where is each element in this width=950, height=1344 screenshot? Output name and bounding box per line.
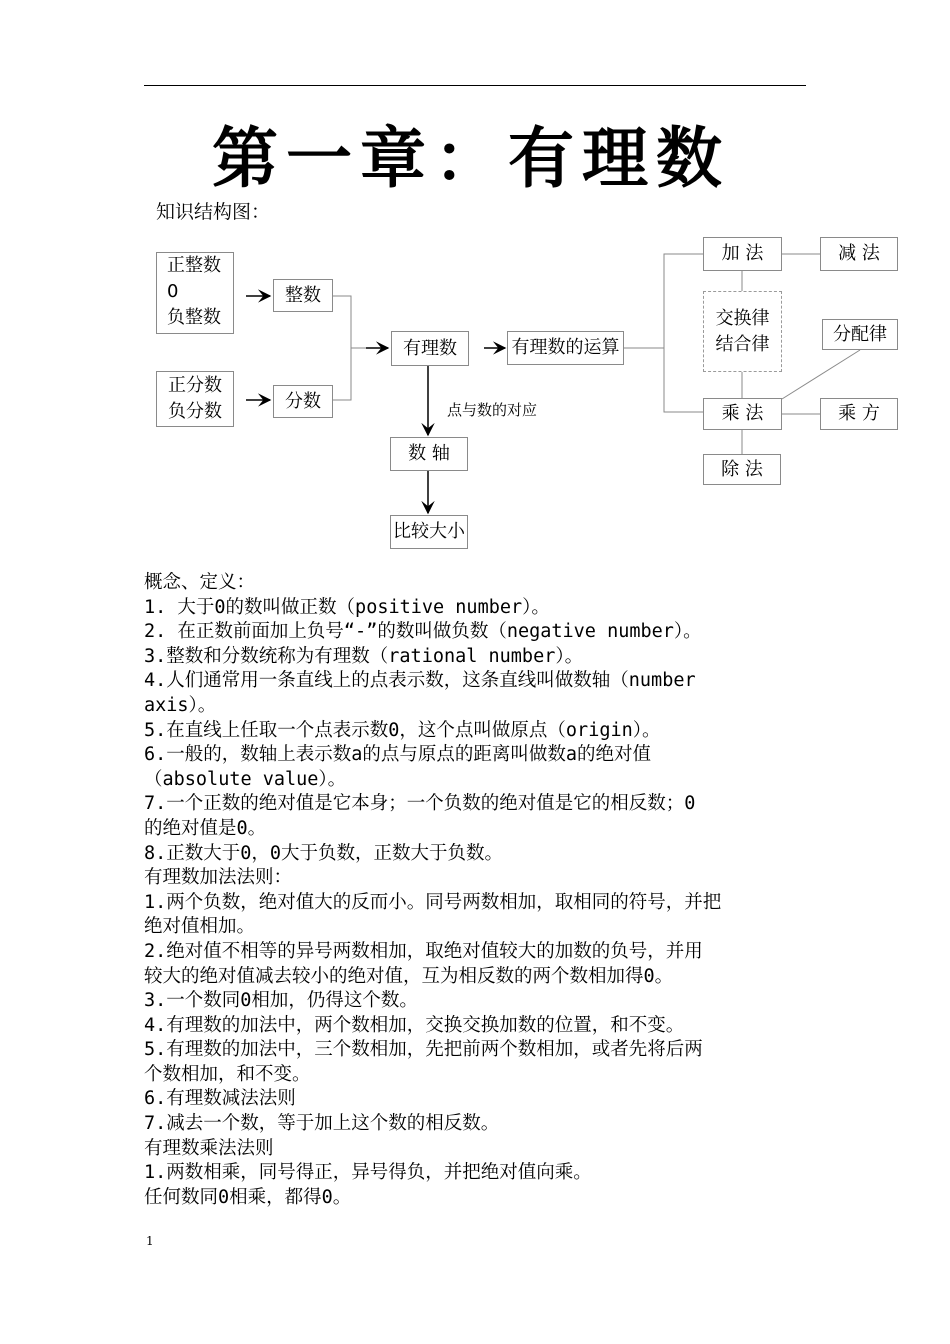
text-line: 5.有理数的加法中，三个数相加，先把前两个数相加，或者先将后两 [144,1039,703,1061]
box-addition: 加 法 [703,237,782,271]
box-fraction: 分数 [273,385,333,418]
text-line: 的绝对值是0。 [144,817,267,839]
box-subtraction: 减 法 [820,237,898,271]
box-rational-number: 有理数 [391,331,469,366]
box-power: 乘 方 [820,398,898,430]
text-line: axis）。 [144,694,217,716]
text-line: 7.减去一个数，等于加上这个数的相反数。 [144,1113,500,1135]
box-laws [703,291,782,372]
page-number: 1 [146,1234,154,1248]
box-distributive-law: 分配律 [822,319,898,350]
text-line: 4.有理数的加法中，两个数相加，交换交换加数的位置，和不变。 [144,1014,685,1036]
chapter-title: 第一章：有理数 [212,119,730,197]
text-line: 有理数加法法则： [144,867,293,889]
text-line: 1.两数相乘，同号得正，异号得负，并把绝对值向乘。 [144,1162,592,1184]
label-positive-fraction: 正分数 [168,375,222,396]
label-positive-integer: 正整数 [167,255,221,276]
knowledge-structure-connectors [0,0,950,560]
text-line: 2.绝对值不相等的异号两数相加，取绝对值较大的加数的负号，并用 [144,940,703,962]
label-associative-law: 结合律 [715,333,770,355]
text-line: 个数相加，和不变。 [144,1063,311,1085]
text-line: 3.整数和分数统称为有理数（rational number）。 [144,645,584,667]
text-line: 6.一般的，数轴上表示数a的点与原点的距离叫做数a的绝对值 [144,744,652,766]
label-negative-integer: 负整数 [167,307,221,328]
text-line: 3.一个数同0相加，仍得这个数。 [144,990,418,1012]
box-number-line: 数 轴 [390,437,468,471]
concept-text [144,571,814,1210]
bracket-operations [624,254,703,412]
text-line: 5.在直线上任取一个点表示数0，这个点叫做原点（origin）。 [144,719,661,741]
diagram-caption: 知识结构图： [156,201,271,223]
text-line: 概念、定义： [144,572,256,593]
text-line: 2. 在正数前面加上负号“-”的数叫做负数（negative number）。 [144,621,702,643]
box-multiplication: 乘 法 [703,398,782,430]
text-line: 7.一个正数的绝对值是它本身；一个负数的绝对值是它的相反数；0 [144,793,696,815]
text-line: 6.有理数减法法则 [144,1088,296,1110]
edge-label-point-number: 点与数的对应 [447,401,538,419]
box-integer-kinds [156,252,234,334]
text-line: 绝对值相加。 [144,916,256,938]
bracket-integer-fraction [333,296,351,400]
label-commutative-law: 交换律 [715,307,770,329]
box-rational-operations: 有理数的运算 [507,331,624,365]
text-line: 1. 大于0的数叫做正数（positive number）。 [144,596,550,618]
line-multiply-distributive [782,350,860,399]
label-negative-fraction: 负分数 [168,401,222,422]
label-zero: 0 [167,281,179,302]
box-compare-size: 比较大小 [390,515,468,549]
box-division: 除 法 [703,454,781,485]
text-line: 1.两个负数，绝对值大的反而小。同号两数相加，取相同的符号，并把 [144,891,722,913]
text-line: 有理数乘法法则 [144,1137,274,1159]
box-integer: 整数 [273,279,333,312]
text-line: 8.正数大于0，0大于负数，正数大于负数。 [144,842,504,864]
text-line: 较大的绝对值减去较小的绝对值，互为相反数的两个数相加得0。 [144,965,674,987]
text-line: 4.人们通常用一条直线上的点表示数，这条直线叫做数轴（number [144,670,696,692]
text-line: 任何数同0相乘，都得0。 [144,1186,352,1208]
box-fraction-kinds [156,371,234,427]
text-line: （absolute value）。 [144,768,347,790]
